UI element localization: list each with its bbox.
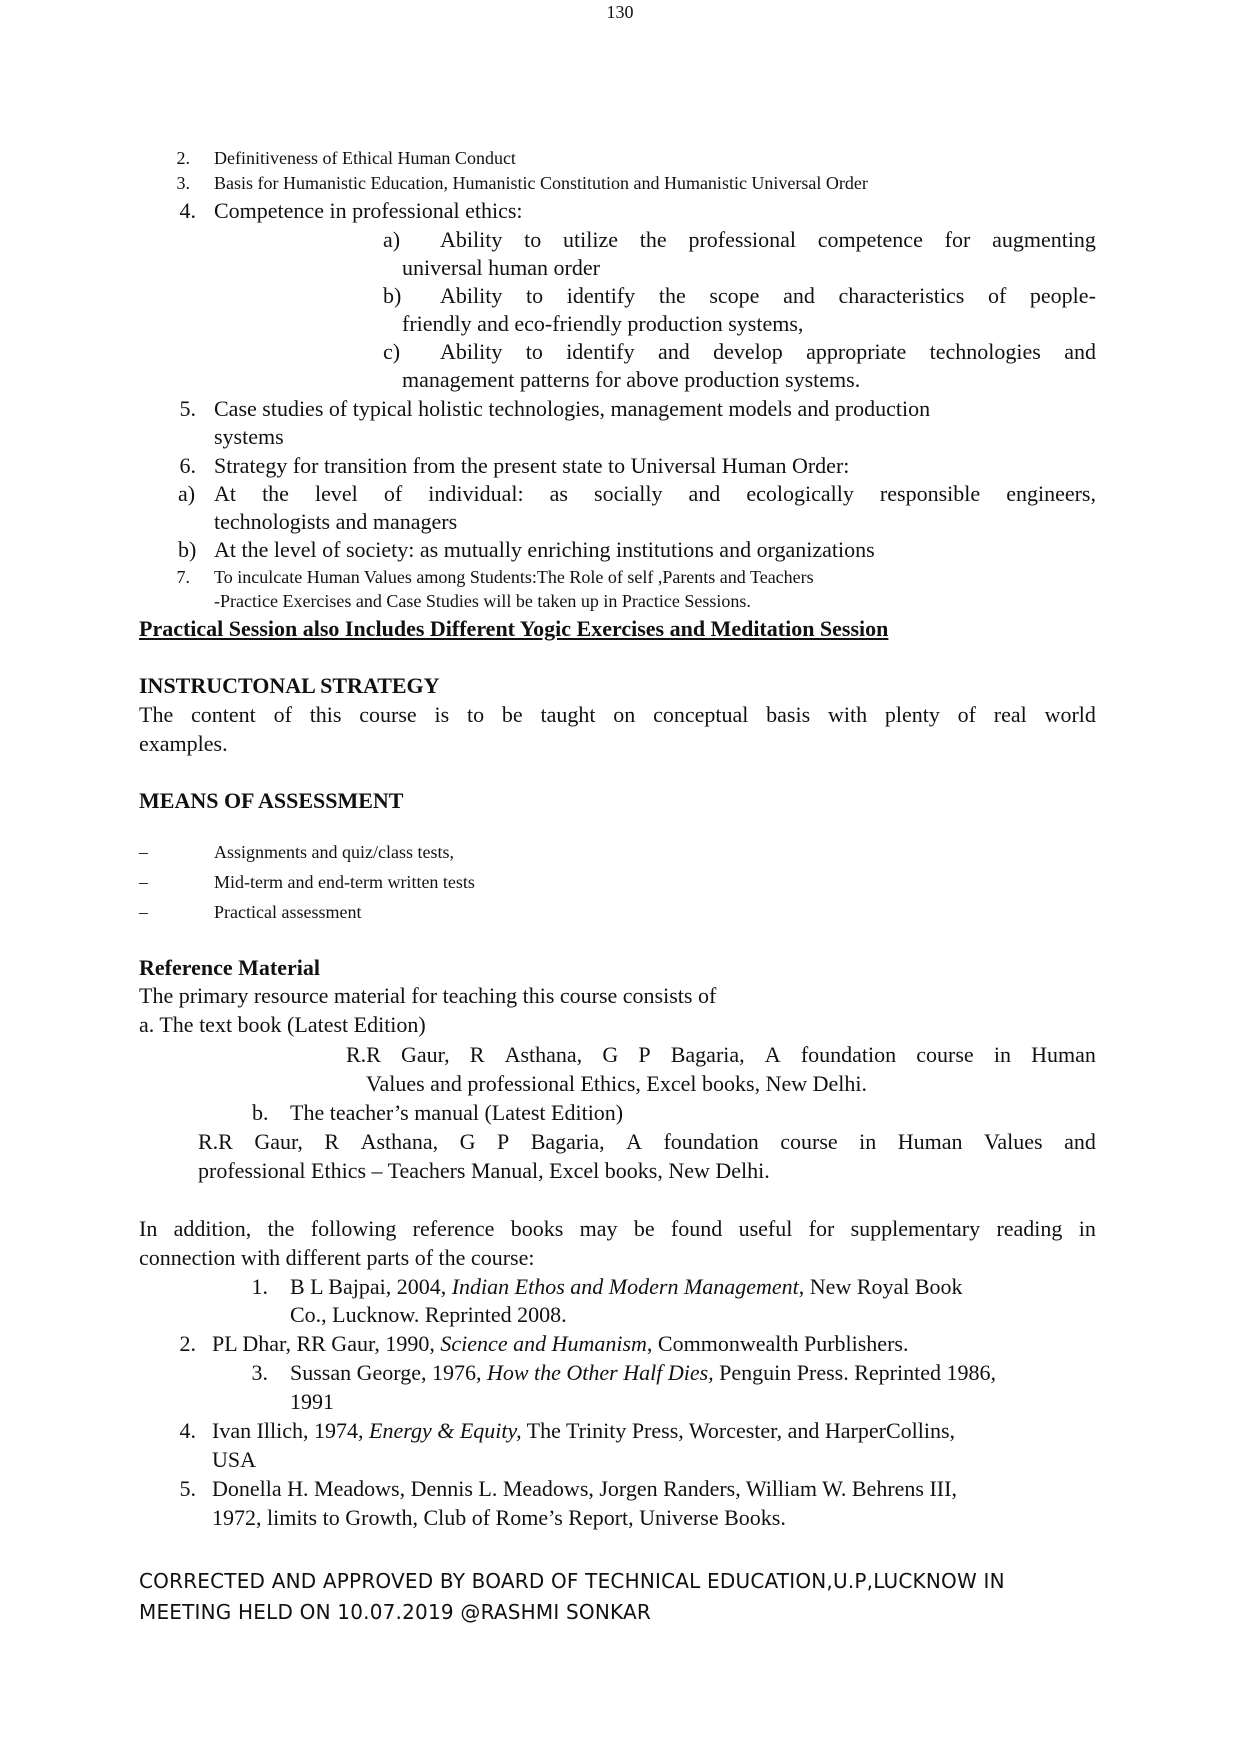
list-item: Strategy for transition from the present state to Universal Human Order:	[214, 453, 850, 478]
sub-item-line: Ability to identify the scope and characteristics of people-	[440, 283, 1096, 308]
sub-item-line: management patterns for above production systems.	[402, 367, 861, 392]
instructional-strategy-text: The content of this course is to be taught on conceptual basis with plenty of real world	[139, 702, 1096, 727]
book-entry: 1972, limits to Growth, Club of Rome’s Report, Universe Books.	[212, 1505, 786, 1530]
sub-item-line: Ability to identify and develop appropriate technologies and	[440, 339, 1096, 364]
dash-bullet: –	[139, 872, 148, 892]
sub-item-line: friendly and eco-friendly production systems,	[402, 311, 804, 336]
list-item: Definitiveness of Ethical Human Conduct	[214, 148, 516, 168]
book-entry: Sussan George, 1976, How the Other Half Dies, Penguin Press. Reprinted 1986,	[290, 1360, 996, 1385]
book-number: 3.	[251, 1360, 268, 1385]
sub-item-line: technologists and managers	[214, 509, 458, 534]
sub-item-label: b)	[383, 283, 402, 308]
item-number: 2.	[176, 148, 190, 168]
book-entry: PL Dhar, RR Gaur, 1990, Science and Humanism, Commonwealth Purblishers.	[212, 1331, 909, 1356]
book-number: 2.	[179, 1331, 196, 1356]
sub-item-label: b)	[178, 537, 197, 562]
list-item: systems	[214, 424, 284, 449]
book-number: 1.	[251, 1274, 268, 1299]
item-number: 3.	[176, 173, 190, 193]
item-number: 7.	[176, 567, 190, 587]
book-entry: Ivan Illich, 1974, Energy & Equity, The Trinity Press, Worcester, and HarperCollins,	[212, 1418, 956, 1443]
page-number: 130	[606, 2, 634, 22]
sub-item-line: universal human order	[402, 255, 600, 280]
item-number: 6.	[179, 453, 196, 478]
footer-approval: MEETING HELD ON 10.07.2019 @RASHMI SONKAR	[139, 1600, 651, 1624]
book-number: 5.	[179, 1476, 196, 1501]
book-entry: 1991	[290, 1389, 334, 1414]
additional-reading-intro: connection with different parts of the course:	[139, 1245, 535, 1270]
instructional-strategy-text: examples.	[139, 731, 228, 756]
dash-bullet: –	[139, 902, 148, 922]
book-entry: Co., Lucknow. Reprinted 2008.	[290, 1302, 567, 1327]
sub-item-line: Ability to utilize the professional competence for augmenting	[440, 227, 1096, 252]
dash-bullet: –	[139, 842, 148, 862]
list-item: Competence in professional ethics:	[214, 198, 523, 223]
reference-item-a-text: Values and professional Ethics, Excel books, New Delhi.	[366, 1071, 867, 1096]
reference-item-b-label: The teacher’s manual (Latest Edition)	[290, 1100, 624, 1125]
practical-session-note: Practical Session also Includes Different Yogic Exercises and Meditation Session	[139, 616, 889, 641]
book-number: 4.	[179, 1418, 196, 1443]
reference-item-a-label: a. The text book (Latest Edition)	[139, 1012, 426, 1037]
sub-item-line: At the level of individual: as socially and ecologically responsible engineers,	[214, 481, 1096, 506]
list-item: Case studies of typical holistic technologies, management models and production	[214, 396, 931, 421]
footer-approval: CORRECTED AND APPROVED BY BOARD OF TECHNICAL EDUCATION,U.P,LUCKNOW IN	[139, 1569, 1005, 1593]
assessment-item: Mid-term and end-term written tests	[214, 872, 475, 892]
reference-heading: Reference Material	[139, 955, 320, 980]
reference-item-a-text: R.R Gaur, R Asthana, G P Bagaria, A foundation course in Human	[346, 1042, 1096, 1067]
sub-item-label: c)	[383, 339, 401, 364]
reference-intro: The primary resource material for teaching this course consists of	[139, 983, 717, 1008]
sub-item-line: At the level of society: as mutually enriching institutions and organizations	[214, 537, 875, 562]
assessment-item: Assignments and quiz/class tests,	[214, 842, 454, 862]
book-entry: B L Bajpai, 2004, Indian Ethos and Modern Management, New Royal Book	[290, 1274, 963, 1299]
reference-item-b-text: R.R Gaur, R Asthana, G P Bagaria, A foundation course in Human Values and	[198, 1129, 1096, 1154]
list-item: To inculcate Human Values among Students:The Role of self ,Parents and Teachers	[214, 567, 814, 587]
sub-item-label: a)	[383, 227, 401, 252]
item-number: 4.	[179, 198, 196, 223]
item-number: 5.	[179, 396, 196, 421]
additional-reading-intro: In addition, the following reference books may be found useful for supplementary reading in	[139, 1216, 1096, 1241]
reference-item-b-text: professional Ethics – Teachers Manual, Excel books, New Delhi.	[198, 1158, 770, 1183]
book-entry: USA	[212, 1447, 257, 1472]
book-entry: Donella H. Meadows, Dennis L. Meadows, Jorgen Randers, William W. Behrens III,	[212, 1476, 957, 1501]
list-item: -Practice Exercises and Case Studies will be taken up in Practice Sessions.	[214, 591, 751, 611]
assessment-heading: MEANS OF ASSESSMENT	[139, 788, 404, 813]
reference-item-b-number: b.	[252, 1100, 269, 1125]
sub-item-label: a)	[178, 481, 196, 506]
list-item: Basis for Humanistic Education, Humanistic Constitution and Humanistic Universal Order	[214, 173, 868, 193]
assessment-item: Practical assessment	[214, 902, 362, 922]
instructional-strategy-heading: INSTRUCTONAL STRATEGY	[139, 673, 440, 698]
